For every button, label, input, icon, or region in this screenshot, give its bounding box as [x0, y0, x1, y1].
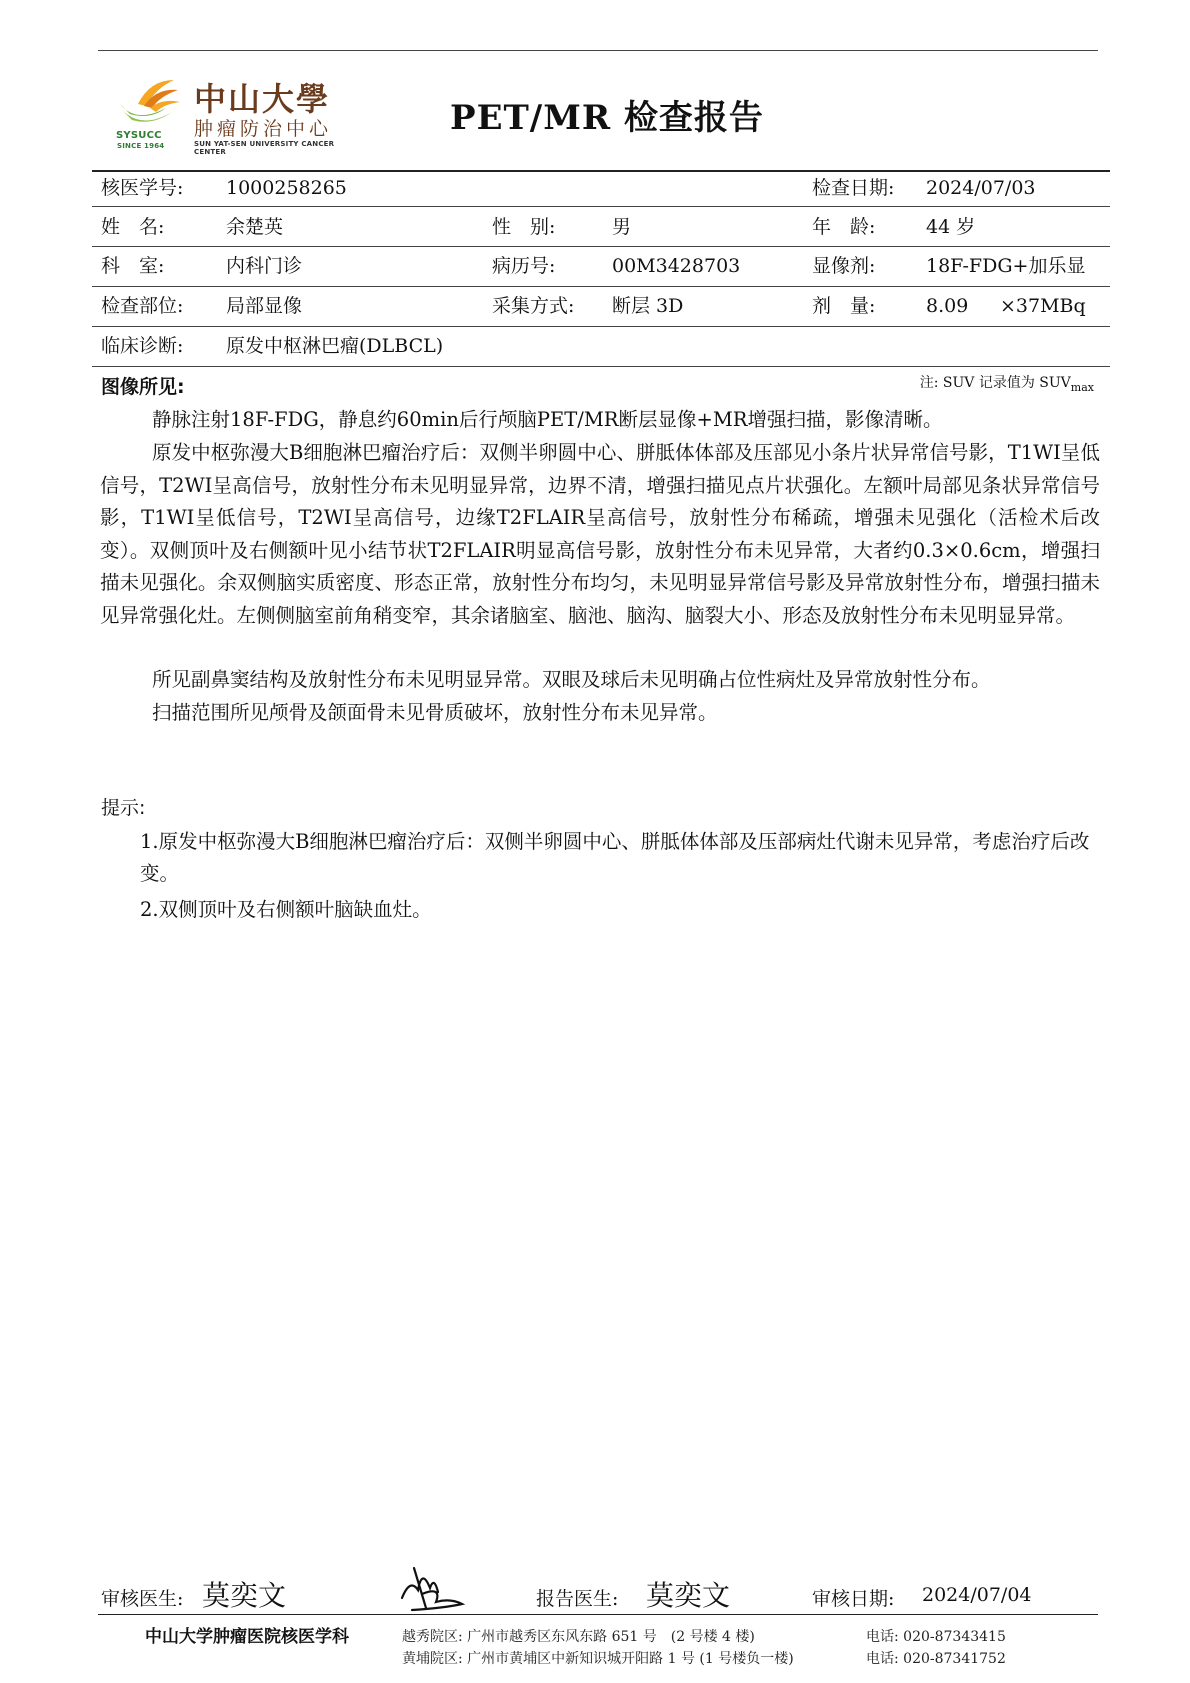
age-value: 44 岁 — [926, 216, 976, 238]
part-label: 检查部位: — [101, 295, 184, 317]
findings-paragraph-3: 所见副鼻窦结构及放射性分布未见明显异常。双眼及球后未见明确占位性病灶及异常放射性分布。 — [152, 668, 991, 691]
reporter-name: 莫奕文 — [646, 1579, 731, 1612]
department-name: 中山大学肿瘤医院核医学科 — [145, 1627, 349, 1647]
mode-label: 采集方式: — [492, 295, 575, 317]
logo-center-name: 肿瘤防治中心 — [194, 118, 333, 140]
review-date-value: 2024/07/04 — [922, 1584, 1032, 1606]
diagnosis-value: 原发中枢淋巴瘤(DLBCL) — [226, 335, 444, 357]
exam-date-label: 检查日期: — [812, 177, 895, 199]
address-huangpu: 黄埔院区: 广州市黄埔区中新知识城开阳路 1 号 (1 号楼负一楼) — [402, 1651, 794, 1667]
info-row-rule-5 — [92, 366, 1110, 367]
suv-note-subscript: max — [1070, 380, 1094, 394]
dose-label: 剂 量: — [812, 295, 876, 317]
mode-value: 断层 3D — [612, 295, 684, 317]
dept-label: 科 室: — [101, 255, 165, 277]
suv-note — [920, 372, 1094, 394]
impression-item-2: 2.双侧顶叶及右侧额叶脑缺血灶。 — [140, 898, 432, 921]
dept-value: 内科门诊 — [226, 255, 303, 277]
suv-note-text: 注: SUV 记录值为 SUV — [919, 375, 1071, 391]
address-yuexiu: 越秀院区: 广州市越秀区东风东路 651 号 (2 号楼 4 楼) — [402, 1629, 755, 1645]
info-row-rule-2 — [92, 246, 1110, 247]
diagnosis-label: 临床诊断: — [101, 335, 184, 357]
agent-value: 18F-FDG+加乐显 — [926, 255, 1086, 277]
phone-yuexiu: 电话: 020-87343415 — [866, 1629, 1006, 1645]
info-row-rule-4 — [92, 326, 1110, 327]
reviewer-name: 莫奕文 — [202, 1579, 287, 1612]
logo-university-name: 中山大學 — [194, 80, 331, 118]
part-value: 局部显像 — [226, 295, 303, 317]
findings-paragraph-4: 扫描范围所见颅骨及颌面骨未见骨质破坏，放射性分布未见异常。 — [152, 701, 718, 724]
info-row-rule-3 — [92, 286, 1110, 287]
dose-value: 8.09 — [926, 295, 969, 317]
findings-paragraph-2: 原发中枢弥漫大B细胞淋巴瘤治疗后：双侧半卵圆中心、胼胝体体部及压部见小条片状异常信号影，T1WI呈低信号，T2WI呈高信号，放射性分布未见明显异常，边界不清，增强扫描见点片状强化。左额叶局部见条状异常信号影，T1WI呈低信号，T2WI呈高信号，边缘T2FLAIR呈高信号，放射性分布稀疏，增强未见强化（活检术后改变）。双侧顶叶及右侧额叶见小结节状T2FLAIR明显高信号影，放射性分布未见异常，大者约0.3×0.6cm，增强扫描未见强化。余双侧脑实质密度、形态正常，放射性分布均匀，未见明显异常信号影及异常放射性分布，增强扫描未见异常强化灶。左侧侧脑室前角稍变窄，其余诸脑室、脑池、脑沟、脑裂大小、形态及放射性分布未见明显异常。 — [100, 441, 1100, 627]
sex-label: 性 别: — [492, 216, 556, 238]
footer-rule — [98, 1614, 1098, 1615]
nuclear-id-label: 核医学号: — [101, 177, 184, 199]
impression-item-1: 1.原发中枢弥漫大B细胞淋巴瘤治疗后：双侧半卵圆中心、胼胝体体部及压部病灶代谢未见异常，考虑治疗后改变。 — [140, 830, 1090, 885]
phone-huangpu: 电话: 020-87341752 — [866, 1651, 1006, 1667]
exam-date-value: 2024/07/03 — [926, 177, 1036, 199]
dose-unit: ×37MBq — [1000, 295, 1086, 317]
info-row-rule-1 — [92, 206, 1110, 207]
review-date-label: 审核日期: — [812, 1588, 895, 1610]
top-rule — [98, 50, 1098, 51]
record-label: 病历号: — [492, 255, 556, 277]
reviewer-label: 审核医生: — [101, 1588, 184, 1610]
impression-heading: 提示: — [101, 797, 146, 819]
logo-center-english: SUN YAT-SEN UNIVERSITY CANCER CENTER — [194, 140, 335, 156]
record-value: 00M3428703 — [612, 255, 741, 277]
logo-abbr: SYSUCC — [116, 130, 162, 141]
findings-heading: 图像所见: — [101, 376, 185, 398]
sex-value: 男 — [612, 216, 632, 238]
logo-emblem-icon — [116, 74, 182, 130]
info-top-rule — [92, 170, 1110, 172]
nuclear-id-value: 1000258265 — [226, 177, 347, 199]
reporter-label: 报告医生: — [536, 1588, 619, 1610]
report-title: PET/MR 检查报告 — [450, 98, 764, 138]
hospital-logo — [116, 74, 336, 154]
name-label: 姓 名: — [101, 216, 165, 238]
findings-paragraph-1: 静脉注射18F-FDG，静息约60min后行颅脑PET/MR断层显像+MR增强扫描，影像清晰。 — [152, 408, 943, 431]
name-value: 余楚英 — [226, 216, 284, 238]
logo-since: SINCE 1964 — [117, 142, 165, 150]
handwritten-signature-icon — [392, 1558, 482, 1618]
agent-label: 显像剂: — [812, 255, 876, 277]
age-label: 年 龄: — [812, 216, 876, 238]
